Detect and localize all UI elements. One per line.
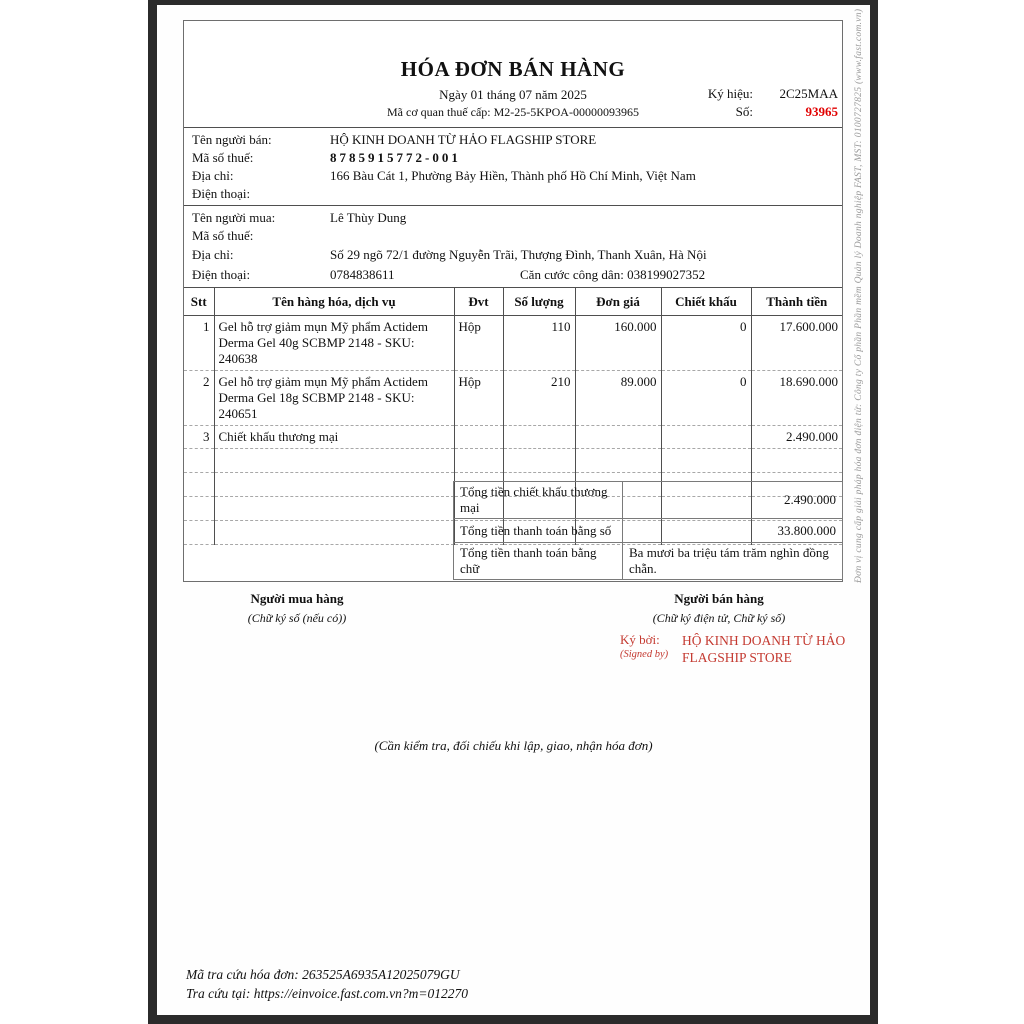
buyer-name-value: Lê Thùy Dung xyxy=(330,210,407,225)
col-header-name: Tên hàng hóa, dịch vụ xyxy=(214,288,454,316)
item-2-name: Gel hỗ trợ giảm mụn Mỹ phẩm Actidem Derma Gel 18g SCBMP 2148 - SKU: 240651 xyxy=(214,371,454,426)
invoice-frame xyxy=(183,20,843,582)
buyer-signature-title: Người mua hàng xyxy=(250,591,344,606)
seller-phone-label: Điện thoại: xyxy=(192,186,251,201)
scanned-invoice-page xyxy=(148,0,878,1024)
item-1-price: 160.000 xyxy=(575,316,661,371)
item-1-discount: 0 xyxy=(661,316,751,371)
signed-by-labels xyxy=(620,632,682,666)
invoice-header xyxy=(184,21,842,127)
serial-label: Ký hiệu: xyxy=(707,86,753,101)
buyer-phone-row xyxy=(184,265,842,285)
buyer-name-row xyxy=(184,209,842,227)
verification-note: (Cần kiểm tra, đối chiếu khi lập, giao, nhận hóa đơn) xyxy=(374,738,653,753)
item-1-unit: Hộp xyxy=(454,316,503,371)
seller-name-label: Tên người bán: xyxy=(192,132,272,147)
items-header-row xyxy=(184,288,842,316)
item-3-price xyxy=(575,426,661,449)
totals-zone xyxy=(184,484,842,581)
col-header-unit: Đvt xyxy=(454,288,503,316)
signed-by-name-line1: HỘ KINH DOANH TỪ HẢO xyxy=(682,633,846,648)
lookup-code: Mã tra cứu hóa đơn: 263525A6935A12025079GU xyxy=(186,967,460,982)
item-3-name: Chiết khấu thương mại xyxy=(214,426,454,449)
buyer-phone-value: 0784838611 xyxy=(330,267,395,282)
item-3-discount xyxy=(661,426,751,449)
serial-row xyxy=(663,85,838,103)
signed-by-name xyxy=(682,632,845,666)
signed-by-name-line2: FLAGSHIP STORE xyxy=(682,650,792,665)
seller-tax-row xyxy=(184,149,842,167)
invoice-date: Ngày 01 tháng 07 năm 2025 xyxy=(439,87,587,102)
buyer-tax-label: Mã số thuế: xyxy=(192,228,254,243)
buyer-signature-note: (Chữ ký số (nếu có)) xyxy=(247,611,347,625)
buyer-info-box xyxy=(184,205,842,287)
col-header-price: Đơn giá xyxy=(575,288,661,316)
seller-tax-label: Mã số thuế: xyxy=(192,150,254,165)
invoice-number-value: 93965 xyxy=(805,104,838,119)
total-words-label: Tổng tiền thanh toán bằng chữ xyxy=(454,543,623,580)
total-discount-label: Tổng tiền chiết khấu thương mại xyxy=(454,482,623,519)
seller-phone-row xyxy=(184,185,842,203)
col-header-discount: Chiết khấu xyxy=(661,288,751,316)
digital-signature-stamp xyxy=(620,632,845,666)
serial-value: 2C25MAA xyxy=(779,86,838,101)
invoice-title: HÓA ĐƠN BÁN HÀNG xyxy=(400,57,626,81)
item-2-qty: 210 xyxy=(503,371,575,426)
seller-address-value: 166 Bàu Cát 1, Phường Bảy Hiền, Thành phố Hồ Chí Minh, Việt Nam xyxy=(330,168,696,183)
buyer-id-group xyxy=(520,265,705,285)
item-2-discount: 0 xyxy=(661,371,751,426)
item-2-unit: Hộp xyxy=(454,371,503,426)
provider-side-text: Đơn vị cung cấp giải pháp hóa đơn điện tử: Công ty Cổ phần Phần mềm Quản lý Doanh nghiệp FAST, MST: 0100727825 (www.fast.com.vn) xyxy=(854,8,864,583)
signed-by-label-en: (Signed by) xyxy=(620,649,669,660)
serial-number-block xyxy=(663,85,838,121)
item-3-unit xyxy=(454,426,503,449)
seller-signature-title: Người bán hàng xyxy=(674,591,764,606)
buyer-tax-row xyxy=(184,227,842,245)
buyer-id-label: Căn cước công dân: xyxy=(520,267,624,282)
totals-table xyxy=(453,481,843,580)
item-3-qty xyxy=(503,426,575,449)
seller-signature-note: (Chữ ký điện tử, Chữ ký số) xyxy=(652,611,786,625)
buyer-name-label: Tên người mua: xyxy=(192,210,276,225)
item-1-stt: 1 xyxy=(184,316,214,371)
seller-name-row xyxy=(184,131,842,149)
item-1-name: Gel hỗ trợ giảm mụn Mỹ phẩm Actidem Derma Gel 40g SCBMP 2148 - SKU: 240638 xyxy=(214,316,454,371)
col-header-stt: Stt xyxy=(184,288,214,316)
total-words-value: Ba mươi ba triệu tám trăm nghìn đồng chẵn. xyxy=(623,543,843,580)
seller-address-label: Địa chỉ: xyxy=(192,168,234,183)
total-amount-row xyxy=(454,519,843,543)
seller-name-value: HỘ KINH DOANH TỪ HẢO FLAGSHIP STORE xyxy=(330,132,597,147)
item-row-3 xyxy=(184,426,842,449)
buyer-id-value: 038199027352 xyxy=(627,267,706,282)
seller-tax-value: 8785915772-001 xyxy=(330,150,461,165)
lookup-footer xyxy=(186,965,468,1003)
item-row-2 xyxy=(184,371,842,426)
item-3-stt: 3 xyxy=(184,426,214,449)
signed-by-label: Ký bởi: xyxy=(620,632,660,647)
buyer-address-value: Số 29 ngõ 72/1 đường Nguyễn Trãi, Thượng Đình, Thanh Xuân, Hà Nội xyxy=(330,247,707,262)
item-1-qty: 110 xyxy=(503,316,575,371)
item-1-amount: 17.600.000 xyxy=(751,316,842,371)
item-2-stt: 2 xyxy=(184,371,214,426)
number-row xyxy=(663,103,838,121)
item-row-1 xyxy=(184,316,842,371)
seller-info-box xyxy=(184,127,842,205)
empty-row xyxy=(184,449,842,473)
buyer-signature-block xyxy=(187,591,407,626)
seller-signature-block xyxy=(609,591,829,626)
tax-authority-code: Mã cơ quan thuế cấp: M2-25-5KPOA-00000093965 xyxy=(387,105,639,119)
total-amount-label: Tổng tiền thanh toán bằng số xyxy=(454,519,623,543)
buyer-address-row xyxy=(184,245,842,265)
col-header-amount: Thành tiền xyxy=(751,288,842,316)
total-amount-value: 33.800.000 xyxy=(623,519,843,543)
seller-address-row xyxy=(184,167,842,185)
total-words-row xyxy=(454,543,843,580)
item-2-amount: 18.690.000 xyxy=(751,371,842,426)
lookup-site: Tra cứu tại: https://einvoice.fast.com.vn?m=012270 xyxy=(186,986,468,1001)
buyer-address-label: Địa chỉ: xyxy=(192,247,234,262)
buyer-phone-label: Điện thoại: xyxy=(192,267,251,282)
total-discount-value: 2.490.000 xyxy=(623,482,843,519)
invoice-number-label: Số: xyxy=(735,104,753,119)
col-header-qty: Số lượng xyxy=(503,288,575,316)
item-2-price: 89.000 xyxy=(575,371,661,426)
total-discount-row xyxy=(454,482,843,519)
item-3-amount: 2.490.000 xyxy=(751,426,842,449)
